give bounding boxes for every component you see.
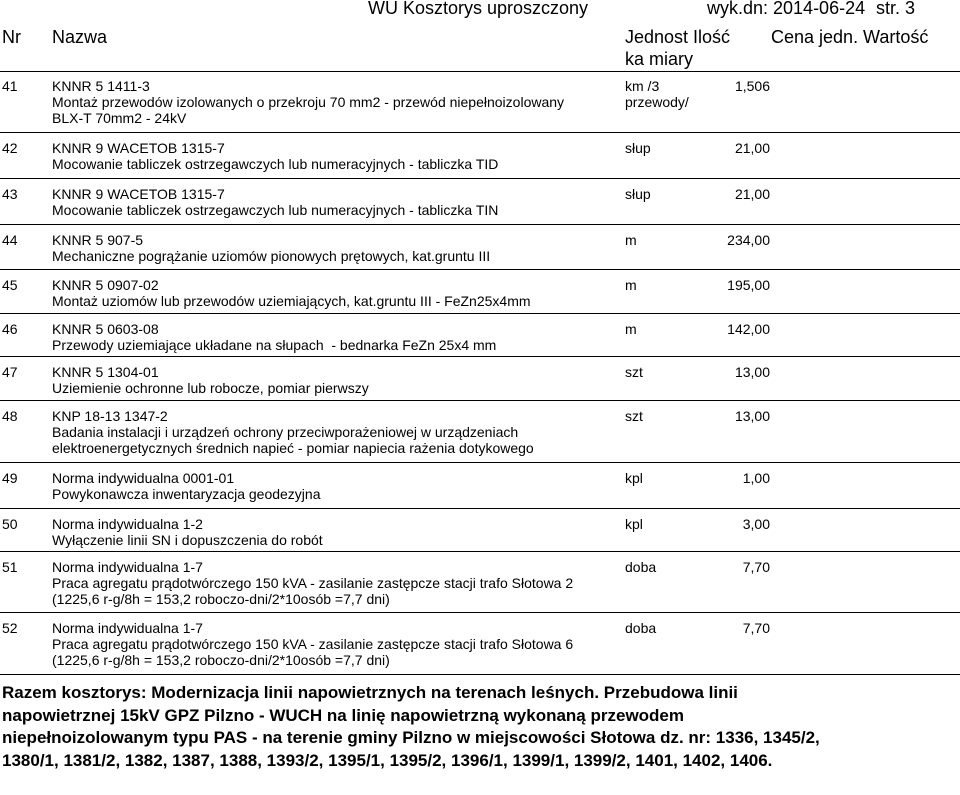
column-header-wartosc: Wartość [863, 27, 929, 47]
column-header-jednostka-line1: Jednost [625, 27, 689, 47]
item-unit: słup [625, 140, 651, 156]
row-separator [0, 551, 960, 552]
item-description: Przewody uziemiające układane na słupach - bednarka FeZn 25x4 mm [52, 337, 497, 353]
item-number: 43 [2, 186, 18, 202]
item-code: KNNR 9 WACETOB 1315-7 [52, 186, 225, 202]
item-code: KNNR 5 907-5 [52, 232, 144, 248]
summary-total: Razem kosztorys: Modernizacja linii napowietrznych na terenach leśnych. Przebudowa linii napowietrznej 15kV GPZ Pilzno - WUCH na linię napowietrzną wykonaną przewodem niepełnoizolowanym typu PAS - na terenie gminy Pilzno w miejscowości Słotowa dz. nr: 1336, 1345/2, 1380/1, 1381/2, 1382, 1387, 1388, 1393/2, 1395/1, 1395/2, 1396/1, 1399/1, 1399/2, 1401, 1402, 1406. [2, 683, 820, 770]
item-description: Powykonawcza inwentaryzacja geodezyjna [52, 486, 321, 502]
item-unit: kpl [625, 470, 643, 486]
row-separator [0, 400, 960, 401]
item-code: Norma indywidualna 1-2 [52, 516, 203, 532]
item-description: Praca agregatu prądotwórczego 150 kVA - zasilanie zastępcze stacji trafo Słotowa 2 (1225,6 r-g/8h = 153,2 roboczo-dni/2*10osób =7,7 dni) [52, 575, 574, 607]
item-number: 50 [2, 516, 18, 532]
item-quantity: 21,00 [734, 140, 770, 156]
item-unit: m [625, 277, 637, 293]
item-quantity: 3,00 [742, 516, 770, 532]
item-code: Norma indywidualna 0001-01 [52, 470, 235, 486]
row-separator [0, 178, 960, 179]
item-number: 44 [2, 232, 18, 248]
item-number: 46 [2, 321, 18, 337]
item-number: 41 [2, 78, 18, 94]
item-code: KNNR 9 WACETOB 1315-7 [52, 140, 225, 156]
row-separator [0, 612, 960, 613]
item-description: Montaż przewodów izolowanych o przekroju 70 mm2 - przewód niepełnoizolowany BLX-T 70mm2 - 24kV [52, 94, 565, 126]
item-code: Norma indywidualna 1-7 [52, 620, 203, 636]
item-description: Uziemienie ochronne lub robocze, pomiar pierwszy [52, 380, 369, 396]
row-separator [0, 462, 960, 463]
item-description: Mocowanie tabliczek ostrzegawczych lub numeracyjnych - tabliczka TIN [52, 202, 499, 218]
item-description: Mocowanie tabliczek ostrzegawczych lub numeracyjnych - tabliczka TID [52, 156, 499, 172]
item-unit: m [625, 232, 637, 248]
item-code: KNP 18-13 1347-2 [52, 408, 168, 424]
item-quantity: 21,00 [734, 186, 770, 202]
item-unit: doba [625, 559, 657, 575]
item-description: Badania instalacji i urządzeń ochrony przeciwporażeniowej w urządzeniach elektroenergetycznych średnich napieć - pomiar napiecia rażenia dotykowego [52, 424, 534, 456]
item-number: 49 [2, 470, 18, 486]
item-quantity: 13,00 [734, 364, 770, 380]
header-rule [0, 71, 960, 72]
print-date: wyk.dn: 2014-06-24 [707, 0, 866, 18]
item-quantity: 142,00 [727, 321, 770, 337]
item-quantity: 1,506 [734, 78, 770, 94]
item-description: Wyłączenie linii SN i dopuszczenia do robót [52, 532, 323, 548]
item-unit: szt [625, 364, 643, 380]
item-unit: doba [625, 620, 657, 636]
item-unit: kpl [625, 516, 643, 532]
column-header-nr: Nr [2, 27, 21, 47]
row-separator [0, 356, 960, 357]
item-unit: szt [625, 408, 643, 424]
item-description: Montaż uziomów lub przewodów uziemiających, kat.gruntu III - FeZn25x4mm [52, 293, 531, 309]
item-number: 52 [2, 620, 18, 636]
row-separator [0, 508, 960, 509]
row-separator [0, 674, 960, 675]
item-number: 45 [2, 277, 18, 293]
page-number: str. 3 [876, 0, 916, 18]
item-quantity: 1,00 [742, 470, 770, 486]
item-quantity: 7,70 [742, 559, 770, 575]
item-number: 51 [2, 559, 18, 575]
item-description: Praca agregatu prądotwórczego 150 kVA - zasilanie zastępcze stacji trafo Słotowa 6 (1225,6 r-g/8h = 153,2 roboczo-dni/2*10osób =7,7 dni) [52, 636, 574, 668]
row-separator [0, 224, 960, 225]
column-header-nazwa: Nazwa [52, 27, 108, 47]
row-separator [0, 313, 960, 314]
item-code: KNNR 5 1411-3 [52, 78, 150, 94]
item-number: 42 [2, 140, 18, 156]
column-header-jednostka-line2: ka miary [625, 49, 694, 69]
row-separator [0, 132, 960, 133]
item-quantity: 195,00 [727, 277, 770, 293]
row-separator [0, 269, 960, 270]
item-description: Mechaniczne pogrążanie uziomów pionowych prętowych, kat.gruntu III [52, 248, 491, 264]
item-number: 48 [2, 408, 18, 424]
document-title: WU Kosztorys uproszczony [368, 0, 589, 18]
item-unit: km /3 przewody/ [625, 78, 689, 110]
item-quantity: 234,00 [727, 232, 770, 248]
column-header-ilosc: Ilość [693, 27, 731, 47]
item-number: 47 [2, 364, 18, 380]
item-code: KNNR 5 0907-02 [52, 277, 159, 293]
item-code: KNNR 5 0603-08 [52, 321, 159, 337]
item-code: KNNR 5 1304-01 [52, 364, 159, 380]
column-header-cena: Cena jedn. [771, 27, 859, 47]
item-quantity: 7,70 [742, 620, 770, 636]
item-code: Norma indywidualna 1-7 [52, 559, 203, 575]
item-unit: m [625, 321, 637, 337]
item-quantity: 13,00 [734, 408, 770, 424]
item-unit: słup [625, 186, 651, 202]
